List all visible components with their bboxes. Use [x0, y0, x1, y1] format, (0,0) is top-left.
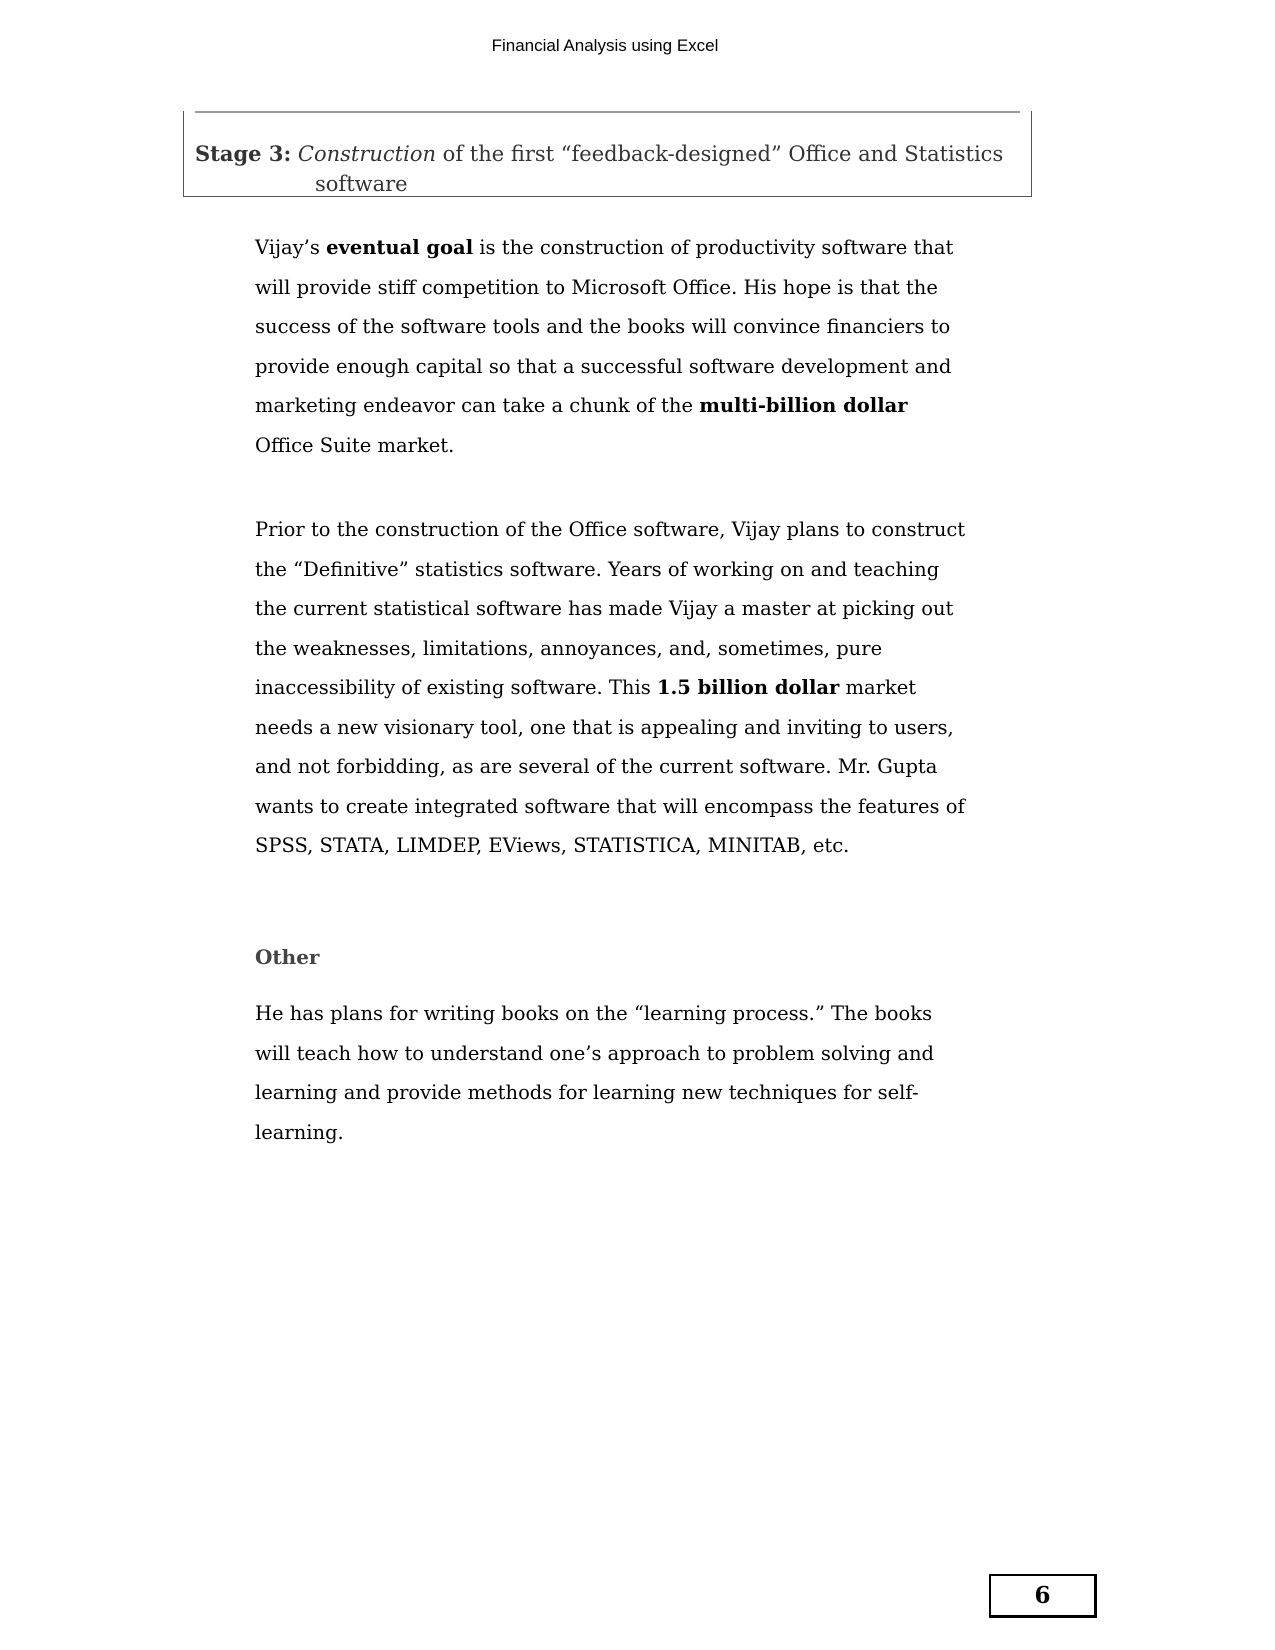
- paragraph-goal-text-1: Vijay’s: [255, 236, 327, 259]
- section-heading-other: Other: [255, 944, 320, 969]
- stage-heading-rest: of the first “feedback-designed” Office and Statistics: [436, 142, 1004, 166]
- paragraph-statistics-text-2: market needs a new visionary tool, one that is appealing and inviting to users, and not forbidding, as are several of the current software. Mr. Gupta wants to create integrated software that will encompass the features of SPSS, STATA, LIMDEP, EViews, STATISTICA, MINITAB, etc.: [255, 676, 965, 857]
- stage-italic-word: Construction: [297, 142, 436, 166]
- body-content: [255, 228, 970, 1152]
- page-number: 6: [989, 1574, 1097, 1618]
- stage-heading: [195, 139, 1015, 199]
- paragraph-statistics-text-1: Prior to the construction of the Office software, Vijay plans to construct the “Definitive” statistics software. Years of working on and teaching the current statistical software has made Vijay a master at picking out the weaknesses, limitations, annoyances, and, sometimes, pure inaccessibility of existing software. This: [255, 518, 966, 699]
- paragraph-statistics-bold-1: 1.5 billion dollar: [656, 676, 840, 699]
- paragraph-statistics: [255, 510, 970, 866]
- running-header: Financial Analysis using Excel: [491, 36, 719, 55]
- paragraph-goal: [255, 228, 970, 465]
- paragraph-goal-text-2: is the construction of productivity software that will provide stiff competition to Microsoft Office. His hope is that the success of the software tools and the books will convince financiers to provide enough capital so that a successful software development and marketing endeavor can take a chunk of the: [255, 236, 954, 417]
- stage-heading-box: [183, 111, 1032, 197]
- paragraph-goal-text-3: Office Suite market.: [255, 433, 455, 457]
- stage-label: Stage 3:: [195, 141, 292, 166]
- paragraph-goal-bold-1: eventual goal: [326, 236, 474, 259]
- stage-box-top-rule: [195, 111, 1020, 113]
- paragraph-other: He has plans for writing books on the “learning process.” The books will teach how to understand one’s approach to problem solving and learning and provide methods for learning new techniques for self-learning.: [255, 1002, 935, 1144]
- paragraph-goal-bold-2: multi-billion dollar: [699, 394, 908, 417]
- stage-heading-continuation: software: [315, 172, 408, 196]
